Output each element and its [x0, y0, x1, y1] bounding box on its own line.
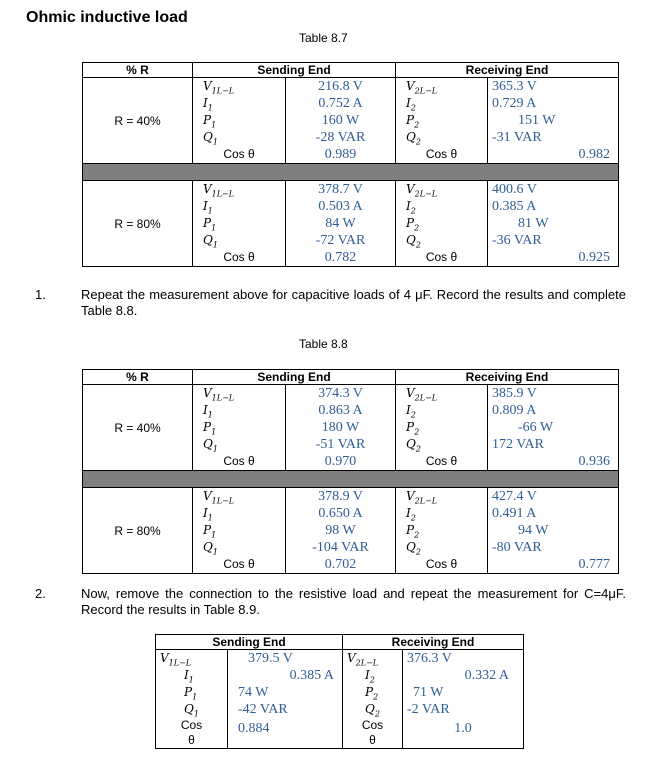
value-p2: 81 W [518, 216, 549, 231]
send-symbols [193, 181, 286, 267]
symbol-i2: $I_2$ [406, 199, 416, 215]
value-v2: 365.3 V [492, 79, 537, 94]
value-i1: 0.752 A [318, 96, 363, 111]
symbol-q2: $Q_2$ [406, 540, 421, 556]
symbol-v1: $V_{1L-L}$ [203, 386, 235, 402]
table-row [83, 488, 619, 574]
symbol-i2: $I_2$ [406, 403, 416, 419]
value-v2: 376.3 V [407, 651, 452, 666]
symbol-i1: $I_1$ [203, 403, 213, 419]
symbol-q1: $Q_1$ [203, 130, 218, 146]
value-q2: 172 VAR [492, 437, 545, 452]
symbol-p2: $P_2$ [406, 113, 420, 129]
symbol-cos: Cos θ [425, 557, 458, 571]
table-8-8-header-row [83, 370, 619, 385]
send-symbols [156, 650, 228, 749]
send-symbols [193, 488, 286, 574]
col-sending-end-header: Sending End [156, 635, 343, 650]
value-q2: -31 VAR [492, 130, 542, 145]
symbol-v1: $V_{1L-L}$ [203, 489, 235, 505]
value-q1: -42 VAR [238, 702, 288, 717]
value-cos1: 0.970 [324, 454, 357, 469]
value-cos1: 0.702 [324, 557, 357, 572]
value-p1: 160 W [321, 113, 360, 128]
value-p1: 74 W [238, 685, 269, 700]
symbol-v1: $V_{1L-L}$ [160, 651, 192, 667]
value-cos2: 0.982 [578, 147, 610, 162]
recv-symbols [343, 650, 403, 749]
value-q1: -28 VAR [315, 130, 366, 145]
symbol-cos: Cos θ [223, 557, 255, 571]
symbol-p1: $P_1$ [184, 685, 198, 701]
symbol-q2: $Q_2$ [365, 702, 380, 718]
value-p2: 94 W [518, 523, 549, 538]
symbol-q2: $Q_2$ [406, 437, 421, 453]
send-values [286, 385, 396, 471]
table-8-7 [82, 62, 619, 267]
row-label: R = 40% [83, 385, 193, 471]
value-p1: 98 W [325, 523, 356, 538]
separator-row [83, 164, 619, 181]
col-r-header: % R [83, 63, 193, 78]
symbol-cos-b: θ [188, 733, 195, 747]
col-sending-end-header: Sending End [193, 370, 396, 385]
value-v1: 379.5 V [248, 651, 293, 666]
recv-symbols [396, 385, 488, 471]
value-i2: 0.332 A [464, 668, 509, 683]
recv-values [488, 78, 619, 164]
value-p1: 180 W [321, 420, 360, 435]
table-8-7-header-row [83, 63, 619, 78]
step-2-text: Now, remove the connection to the resistive load and repeat the measurement for C=4μF. Record the results in Table 8.9. [81, 586, 626, 617]
symbol-cos-a: Cos [180, 718, 203, 732]
symbol-cos: Cos θ [223, 250, 255, 264]
symbol-i1: $I_1$ [203, 199, 213, 215]
value-v2: 427.4 V [492, 489, 537, 504]
send-values [286, 181, 396, 267]
value-q2: -80 VAR [492, 540, 542, 555]
symbol-q1: $Q_1$ [203, 540, 218, 556]
col-receiving-end-header: Receiving End [343, 635, 524, 650]
value-p2: 151 W [518, 113, 556, 128]
send-values [286, 78, 396, 164]
symbol-v2: $V_{2L-L}$ [406, 386, 438, 402]
value-cos1: 0.782 [324, 250, 357, 265]
symbol-p2: $P_2$ [406, 216, 420, 232]
row-label: R = 40% [83, 78, 193, 164]
recv-symbols [396, 488, 488, 574]
table-8-7-caption: Table 8.7 [299, 31, 348, 45]
value-q1: -72 VAR [315, 233, 366, 248]
symbol-v2: $V_{2L-L}$ [406, 182, 438, 198]
table-row [156, 650, 524, 749]
value-cos1: 0.989 [324, 147, 357, 162]
symbol-i2: $I_2$ [365, 668, 375, 684]
recv-values [488, 488, 619, 574]
value-q2: -36 VAR [492, 233, 542, 248]
recv-values [488, 385, 619, 471]
symbol-p2: $P_2$ [406, 523, 420, 539]
col-sending-end-header: Sending End [193, 63, 396, 78]
recv-values [403, 650, 524, 749]
symbol-cos: Cos θ [425, 454, 458, 468]
step-1-text: Repeat the measurement above for capacitive loads of 4 μF. Record the results and complete Table 8.8. [81, 287, 626, 318]
col-receiving-end-header: Receiving End [396, 63, 619, 78]
table-8-9-header-row [156, 635, 524, 650]
value-i1: 0.650 A [318, 506, 363, 521]
separator-row [83, 471, 619, 488]
table-8-8 [82, 369, 619, 574]
symbol-v2: $V_{2L-L}$ [406, 79, 438, 95]
value-i2: 0.809 A [492, 403, 537, 418]
step-2-number: 2. [35, 586, 46, 601]
symbol-cos: Cos θ [223, 147, 255, 161]
symbol-v2: $V_{2L-L}$ [406, 489, 438, 505]
table-row [83, 181, 619, 267]
value-i1: 0.503 A [318, 199, 363, 214]
value-q1: -104 VAR [312, 540, 369, 555]
value-i2: 0.729 A [492, 96, 537, 111]
value-v1: 378.7 V [318, 182, 363, 197]
value-p2: -66 W [518, 420, 554, 435]
symbol-cos-a: Cos [361, 718, 384, 732]
symbol-v1: $V_{1L-L}$ [203, 182, 235, 198]
value-q1: -51 VAR [315, 437, 366, 452]
symbol-i2: $I_2$ [406, 506, 416, 522]
table-8-9 [155, 634, 524, 749]
table-8-8-caption: Table 8.8 [299, 337, 348, 351]
symbol-v1: $V_{1L-L}$ [203, 79, 235, 95]
table-row [83, 385, 619, 471]
row-label: R = 80% [83, 181, 193, 267]
value-i2: 0.385 A [492, 199, 537, 214]
symbol-p1: $P_1$ [203, 523, 217, 539]
value-v1: 374.3 V [318, 386, 363, 401]
send-symbols [193, 385, 286, 471]
value-v2: 400.6 V [492, 182, 537, 197]
value-q2: -2 VAR [407, 702, 450, 717]
symbol-q2: $Q_2$ [406, 233, 421, 249]
symbol-p2: $P_2$ [365, 685, 379, 701]
symbol-p1: $P_1$ [203, 420, 217, 436]
value-i1: 0.863 A [318, 403, 363, 418]
symbol-v2: $V_{2L-L}$ [347, 651, 379, 667]
symbol-i1: $I_1$ [203, 506, 213, 522]
send-values [286, 488, 396, 574]
symbol-cos-b: θ [369, 733, 376, 747]
row-label: R = 80% [83, 488, 193, 574]
col-r-header: % R [83, 370, 193, 385]
symbol-i1: $I_1$ [184, 668, 194, 684]
symbol-q1: $Q_1$ [203, 437, 218, 453]
symbol-p1: $P_1$ [203, 216, 217, 232]
value-p1: 84 W [325, 216, 356, 231]
symbol-cos: Cos θ [223, 454, 255, 468]
send-values [228, 650, 343, 749]
symbol-i1: $I_1$ [203, 96, 213, 112]
symbol-q1: $Q_1$ [203, 233, 218, 249]
step-1-number: 1. [35, 287, 46, 302]
value-v1: 378.9 V [318, 489, 363, 504]
value-cos2: 0.925 [578, 250, 610, 265]
symbol-i2: $I_2$ [406, 96, 416, 112]
recv-symbols [396, 181, 488, 267]
value-cos2: 1.0 [454, 721, 472, 736]
symbol-cos: Cos θ [425, 250, 458, 264]
value-cos2: 0.936 [578, 454, 610, 469]
send-symbols [193, 78, 286, 164]
recv-values [488, 181, 619, 267]
symbol-p2: $P_2$ [406, 420, 420, 436]
value-v2: 385.9 V [492, 386, 537, 401]
value-v1: 216.8 V [318, 79, 363, 94]
recv-symbols [396, 78, 488, 164]
value-cos1: 0.884 [238, 721, 270, 736]
symbol-q1: $Q_1$ [184, 702, 199, 718]
symbol-p1: $P_1$ [203, 113, 217, 129]
value-cos2: 0.777 [578, 557, 610, 572]
value-i2: 0.491 A [492, 506, 537, 521]
col-receiving-end-header: Receiving End [396, 370, 619, 385]
symbol-q2: $Q_2$ [406, 130, 421, 146]
value-p2: 71 W [413, 685, 444, 700]
symbol-cos: Cos θ [425, 147, 458, 161]
section-heading: Ohmic inductive load [26, 9, 188, 26]
table-row [83, 78, 619, 164]
value-i1: 0.385 A [289, 668, 334, 683]
